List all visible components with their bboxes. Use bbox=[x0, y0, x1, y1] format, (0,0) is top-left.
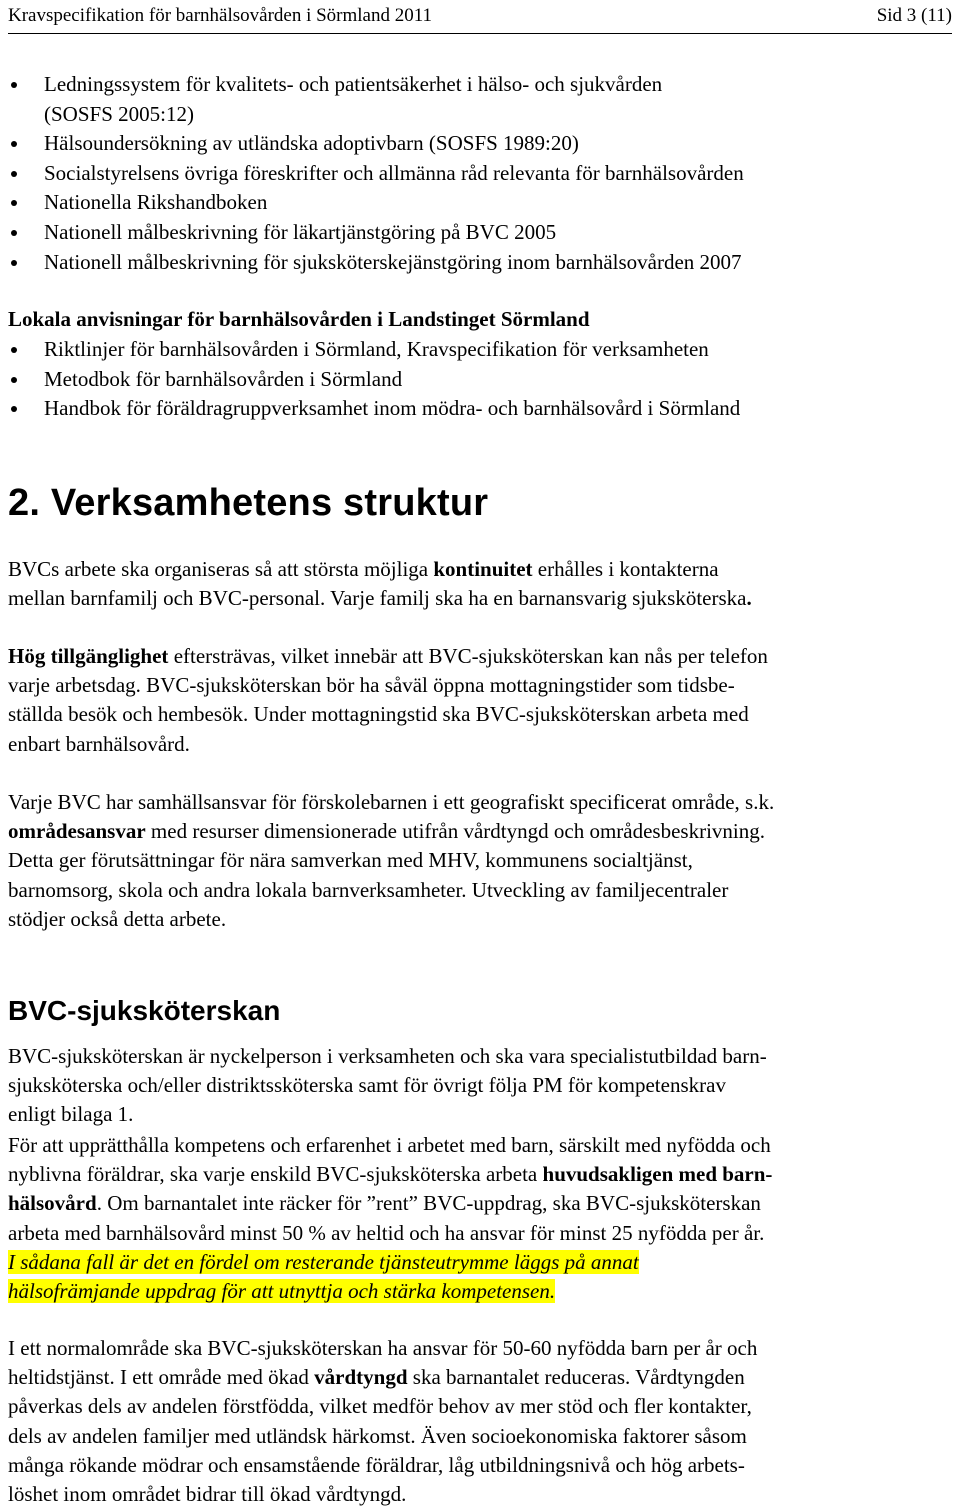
highlighted-text: hälsofrämjande uppdrag för att utnyttja och stärka kompetensen. bbox=[8, 1279, 556, 1304]
regulations-list bbox=[8, 70, 952, 277]
document-title: Kravspecifikation för barnhälsovården i Sörmland 2011 bbox=[8, 5, 433, 26]
paragraph-area-responsibility: Varje BVC har samhällsansvar för förskolebarnen i ett geografiskt specificerat område, s.k. områdesansvar med resurser dimensionerade utifrån vårdtyngd och områdesbeskrivning. Detta ger förutsättningar för nära samverkan med MHV, kommunens socialtjänst, barnomsorg, skola och andra lokala barnverksamheter. Utveckling av familjecentraler stödjer också detta arbete. bbox=[8, 790, 775, 931]
section-heading-nurse: BVC-sjuksköterskan bbox=[8, 995, 281, 1026]
page-header bbox=[8, 0, 952, 34]
list-item: Handbok för föräldragruppverksamhet inom mödra- och barnhälsovård i Sörmland bbox=[8, 394, 952, 424]
list-item: Hälsoundersökning av utländska adoptivbarn (SOSFS 1989:20) bbox=[8, 129, 952, 159]
highlighted-text: I sådana fall är det en fördel om resterande tjänsteutrymme läggs på annat bbox=[8, 1249, 639, 1274]
list-item: Metodbok för barnhälsovården i Sörmland bbox=[8, 365, 952, 395]
local-guidelines-heading: Lokala anvisningar för barnhälsovården i Landstinget Sörmland bbox=[8, 307, 590, 331]
list-item: Nationell målbeskrivning för sjuksköterskejänstgöring inom barnhälsovården 2007 bbox=[8, 248, 952, 278]
list-item: Nationella Rikshandboken bbox=[8, 188, 952, 218]
list-item: Socialstyrelsens övriga föreskrifter och allmänna råd relevanta för barnhälsovården bbox=[8, 159, 952, 189]
paragraph-care-load: I ett normalområde ska BVC-sjuksköterskan ha ansvar för 50-60 nyfödda barn per år och heltidstjänst. I ett område med ökad vårdtyngd ska barnantalet reduceras. Vårdtyngden påverkas dels av andelen förstfödda, vilket medför behov av mer stöd och fler kontakter, dels av andelen familjer med utländsk härkomst. Även socioekonomiska faktorer såsom många rökande mödrar och ensamstående föräldrar, låg utbildningsnivå och hög arbets- löshet inom området bidrar till ökad vårdtyngd. bbox=[8, 1336, 758, 1507]
paragraph-continuity: BVCs arbete ska organiseras så att största möjliga kontinuitet erhålles i kontakterna mellan barnfamilj och BVC-personal. Varje familj ska ha en barnansvarig sjuksköterska. bbox=[8, 557, 752, 611]
list-item: Ledningssystem för kvalitets- och patientsäkerhet i hälso- och sjukvården (SOSFS 2005:12) bbox=[8, 70, 952, 129]
paragraph-nurse-role: BVC-sjuksköterskan är nyckelperson i verksamheten och ska vara specialistutbildad barn- sjuksköterska och/eller distriktssköterska samt för övrigt följa PM för kompetenskrav enligt bilaga 1. bbox=[8, 1044, 767, 1127]
document-page bbox=[8, 0, 952, 1510]
list-item: Riktlinjer för barnhälsovården i Sörmland, Kravspecifikation för verksamheten bbox=[8, 335, 952, 365]
page-number: Sid 3 (11) bbox=[876, 5, 952, 26]
section-heading-structure: 2. Verksamhetens struktur bbox=[8, 482, 489, 524]
paragraph-nurse-competence: För att upprätthålla kompetens och erfarenhet i arbetet med barn, särskilt med nyfödda och nyblivna föräldrar, ska varje enskild BVC-sjuksköterska arbeta huvudsakligen med barn- hälsovård. Om barnantalet inte räcker för ”rent” BVC-uppdrag, ska BVC-sjuksköterskan arbeta med barnhälsovård minst 50 % av heltid och ha ansvar för minst 25 nyfödda per år. I sådana fall är det en fördel om resterande tjänsteutrymme läggs på annat hälsofrämjande uppdrag för att utnyttja och stärka kompetensen. bbox=[8, 1133, 773, 1304]
paragraph-accessibility: Hög tillgänglighet eftersträvas, vilket innebär att BVC-sjuksköterskan kan nås per telefon varje arbetsdag. BVC-sjuksköterskan bör ha såväl öppna mottagningstider som tidsbe- ställda besök och hembesök. Under mottagningstid ska BVC-sjuksköterskan arbeta med enbart barnhälsovård. bbox=[8, 644, 768, 756]
list-item: Nationell målbeskrivning för läkartjänstgöring på BVC 2005 bbox=[8, 218, 952, 248]
local-guidelines-list bbox=[8, 335, 952, 424]
